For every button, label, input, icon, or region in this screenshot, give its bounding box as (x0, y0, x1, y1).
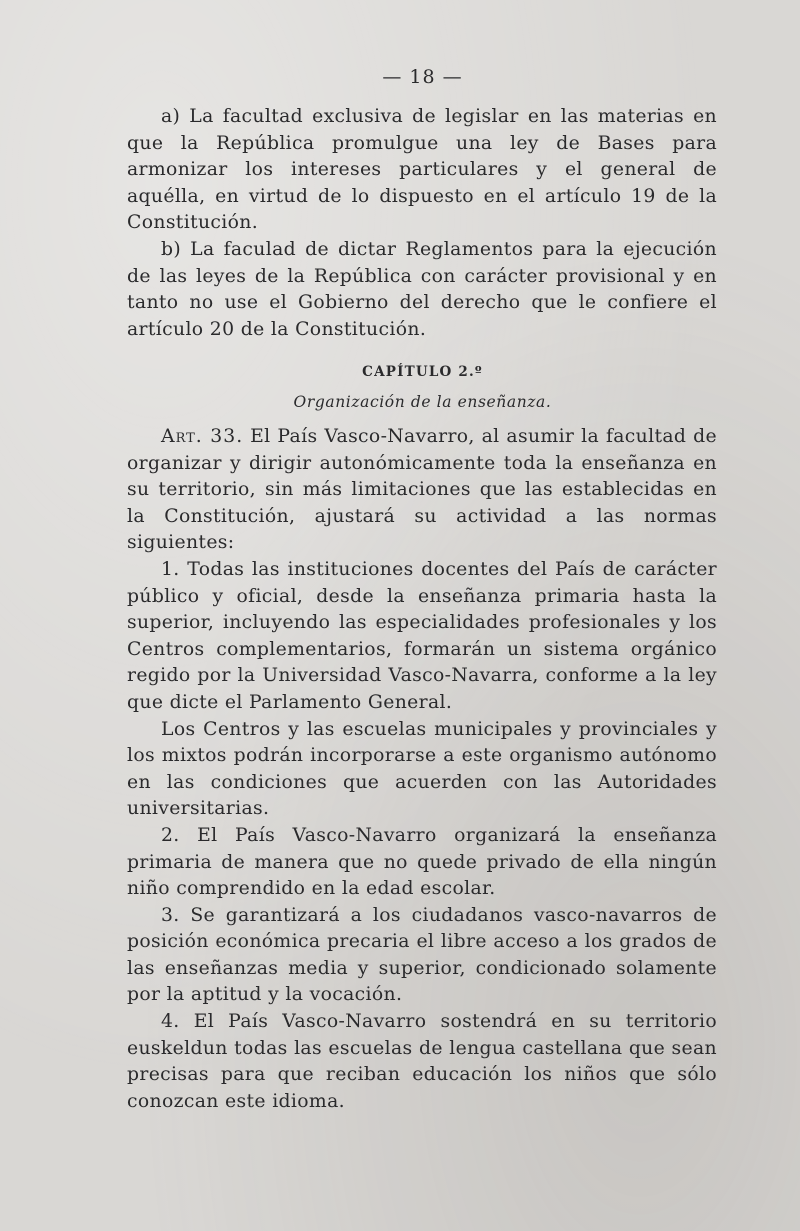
section-a-text (127, 104, 717, 343)
article-33-text (127, 424, 717, 1115)
article-intro-paragraph (127, 424, 717, 557)
article-intro: El País Vasco-Navarro, al asumir la facultad de organizar y dirigir autonómicamente toda la enseñanza en su territorio, sin más limitaciones que las establecidas en la Constitución, ajustará su actividad a las normas siguientes: (127, 426, 718, 554)
article-item-2: 2. El País Vasco-Navarro organizará la enseñanza primaria de manera que no quede privado de ella ningún niño comprendido en la edad escolar. (127, 824, 717, 900)
page-number: — 18 — (382, 66, 463, 88)
chapter-title: CAPÍTULO 2.º (362, 364, 483, 380)
article-label: Art. 33. (161, 426, 244, 447)
article-item-3: 3. Se garantizará a los ciudadanos vasco-navarros de posición económica precaria el libre acceso a los grados de las enseñanzas media y superior, condicionado solamente por la aptitud y la vocación. (127, 904, 717, 1006)
article-item-1: 1. Todas las instituciones docentes del País de carácter público y oficial, desde la enseñanza primaria hasta la superior, incluyendo las especialidades profesionales y los Centros complementarios, formarán un sistema orgánico regido por la Universidad Vasco-Navarra, conforme a la ley que dicte el Parlamento General. (127, 558, 717, 713)
chapter-subtitle: Organización de la enseñanza. (293, 393, 552, 411)
paragraph-a: a) La facultad exclusiva de legislar en las materias en que la República promulgue una ley de Bases para armonizar los intereses particulares y el general de aquélla, en virtud de lo dispuesto en el artículo 19 de la Constitución. (127, 106, 717, 234)
article-item-1-continuation: Los Centros y las escuelas municipales y provinciales y los mixtos podrán incorporarse a este organismo autónomo en las condiciones que acuerden con las Autoridades universitarias. (127, 718, 717, 820)
article-item-4: 4. El País Vasco-Navarro sostendrá en su territorio euskeldun todas las escuelas de lengua castellana que sean precisas para que reciban educación los niños que sólo conozcan este idioma. (127, 1011, 717, 1112)
paragraph-b: b) La faculad de dictar Reglamentos para la ejecución de las leyes de la República con carácter provisional y en tanto no use el Gobierno del derecho que le confiere el artículo 20 de la Constitución. (127, 238, 717, 340)
